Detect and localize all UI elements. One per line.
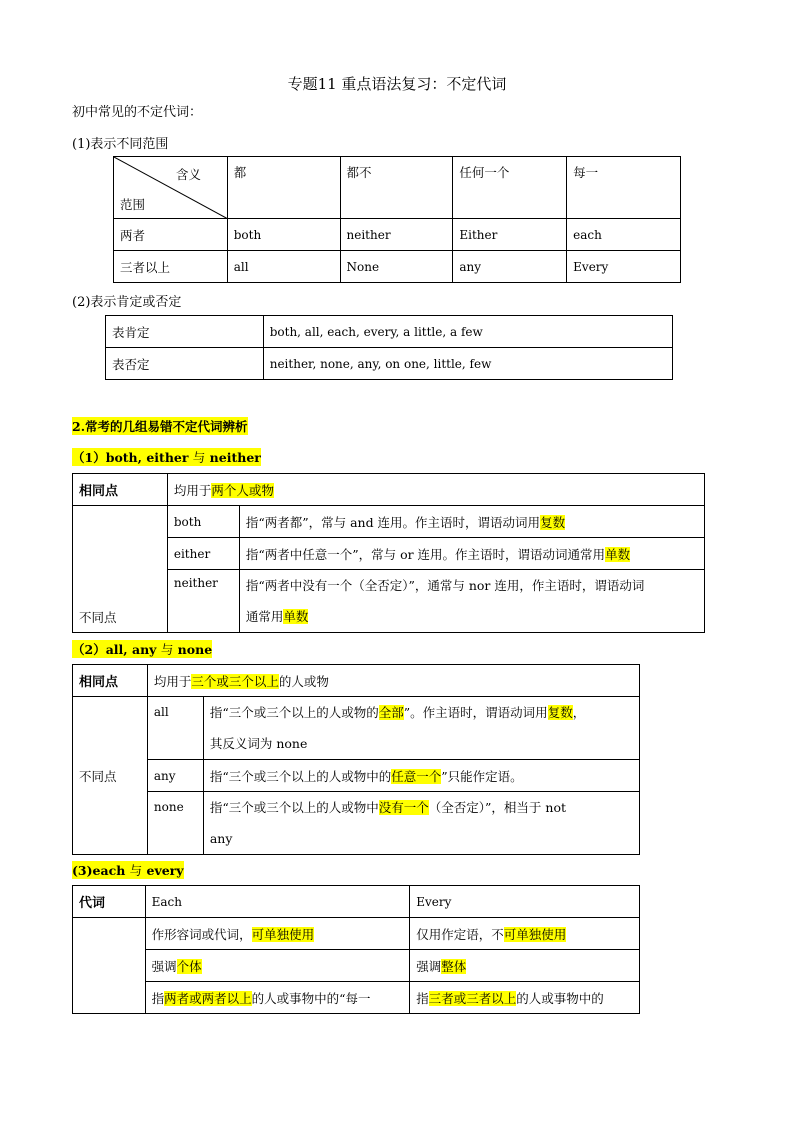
empty-cell — [73, 918, 146, 1014]
col-header: 代词 — [73, 886, 146, 918]
highlight-text: 没有一个 — [378, 800, 429, 815]
table-cell: neither — [340, 219, 453, 251]
col-header: Each — [145, 886, 410, 918]
highlight-text: 单数 — [605, 546, 631, 562]
word-cell: either — [167, 538, 239, 570]
text: 的人或事物中的“每一 — [251, 990, 371, 1006]
row-label: 两者 — [114, 219, 228, 251]
highlight-text: 整体 — [441, 958, 467, 974]
table-cell — [410, 982, 640, 1014]
corner-bottom-label: 范围 — [120, 197, 146, 212]
text: ”只能作定语。 — [441, 768, 523, 784]
highlight-text: 可单独使用 — [503, 926, 567, 942]
section-2-title: 2.常考的几组易错不定代词辨析 — [72, 419, 248, 434]
highlight-text: 复数 — [547, 705, 573, 720]
word-cell: both — [167, 506, 239, 538]
heading-part: 与 — [129, 863, 143, 878]
col-header: 每一 — [567, 157, 681, 219]
heading-part: neither — [205, 450, 261, 465]
text: 指“两者中没有一个（全否定）”，通常与 nor 连用，作主语时，谓语动词 — [245, 578, 645, 593]
word-cell: neither — [167, 570, 239, 633]
heading-part: 与 — [192, 450, 206, 465]
table-row — [114, 251, 681, 283]
text: 指 — [416, 990, 429, 1006]
text: 均用于 — [153, 673, 192, 689]
table-cell: both, all, each, every, a little, a few — [263, 316, 672, 348]
corner-top-label: 含义 — [176, 167, 202, 182]
table-cell — [239, 538, 704, 570]
table-cell: None — [340, 251, 453, 283]
scope-table — [113, 156, 681, 283]
polarity-table — [105, 315, 673, 380]
table-row — [106, 348, 673, 380]
table-cell — [203, 697, 639, 760]
table-cell — [145, 982, 410, 1014]
heading-part: (3)each — [72, 863, 130, 878]
highlight-text: 全部 — [378, 705, 404, 720]
all-any-none-table — [72, 664, 640, 855]
text: ”。作主语时，谓语动词用 — [403, 705, 548, 720]
each-every-table — [72, 885, 640, 1014]
table-cell — [145, 918, 410, 950]
section2-heading: (2)表示肯定或否定 — [72, 295, 182, 310]
heading-part: none — [173, 642, 213, 657]
text: 强调 — [151, 958, 177, 974]
col-header: 都不 — [340, 157, 453, 219]
heading-part: every — [142, 863, 184, 878]
page-title: 专题11 重点语法复习：不定代词 — [287, 75, 507, 93]
text: 指“两者中任意一个”，常与 or 连用。作主语时，谓语动词通常用 — [245, 546, 606, 562]
highlight-text: 两个人或物 — [211, 482, 274, 498]
table-row — [114, 219, 681, 251]
row-label: 相同点 — [73, 474, 168, 506]
text: 指“两者都”，常与 and 连用。作主语时，谓语动词用 — [245, 514, 541, 530]
table-cell: neither, none, any, on one, little, few — [263, 348, 672, 380]
table-cell — [410, 950, 640, 982]
row-label: 不同点 — [73, 506, 168, 633]
table-cell: all — [227, 251, 340, 283]
text: 指“三个或三个以上的人或物的 — [209, 705, 379, 720]
table-cell — [167, 474, 704, 506]
table-cell: each — [567, 219, 681, 251]
col-header: 都 — [227, 157, 340, 219]
table-cell — [203, 792, 639, 855]
table-row — [106, 316, 673, 348]
text: 的人或物 — [278, 673, 329, 689]
word-cell: none — [147, 792, 203, 855]
text: 指“三个或三个以上的人或物中 — [209, 800, 379, 815]
subsection-2-title — [72, 640, 212, 658]
text: ， — [572, 705, 586, 720]
highlight-text: 单数 — [283, 609, 309, 624]
table-cell: Either — [453, 219, 567, 251]
table-cell — [145, 950, 410, 982]
text: 指 — [151, 990, 165, 1006]
text: any — [209, 831, 233, 846]
highlight-text: 可单独使用 — [251, 926, 315, 942]
row-label: 表否定 — [106, 348, 264, 380]
word-cell: any — [147, 760, 203, 792]
table-cell — [239, 570, 704, 633]
highlight-text: 个体 — [176, 958, 202, 974]
row-label: 表肯定 — [106, 316, 264, 348]
text: 的人或事物中的 — [516, 990, 604, 1006]
table-cell — [410, 918, 640, 950]
text: 仅用作定语，不 — [416, 926, 504, 942]
highlight-text: 两者或两者以上 — [164, 990, 252, 1006]
heading-part: （1）both, either — [72, 450, 193, 465]
table-cell — [203, 760, 639, 792]
text: 强调 — [416, 958, 442, 974]
word-cell: all — [147, 697, 203, 760]
highlight-text: 复数 — [540, 514, 566, 530]
corner-cell — [114, 157, 228, 219]
section1-heading: (1)表示不同范围 — [72, 137, 169, 152]
highlight-text: 三者或三者以上 — [428, 990, 517, 1006]
row-label: 相同点 — [73, 665, 148, 697]
table-cell — [239, 506, 704, 538]
table-cell: any — [453, 251, 567, 283]
table-cell: Every — [567, 251, 681, 283]
row-label: 不同点 — [73, 697, 148, 855]
text: 指“三个或三个以上的人或物中的 — [209, 768, 392, 784]
col-header: 任何一个 — [453, 157, 567, 219]
subsection-3-title — [72, 861, 184, 879]
text: 均用于 — [173, 482, 212, 498]
table-cell — [147, 665, 639, 697]
text: （全否定）”，相当于 not — [428, 800, 566, 815]
col-header: Every — [410, 886, 640, 918]
text: 通常用 — [245, 609, 284, 624]
both-either-neither-table — [72, 473, 705, 633]
highlight-text: 任意一个 — [391, 768, 442, 784]
intro-text: 初中常见的不定代词： — [72, 105, 203, 120]
table-cell: both — [227, 219, 340, 251]
text: 作形容词或代词， — [151, 926, 252, 942]
row-label: 三者以上 — [114, 251, 228, 283]
heading-part: （2）all, any — [72, 642, 161, 657]
heading-part: 与 — [160, 642, 174, 657]
highlight-text: 三个或三个以上 — [191, 673, 279, 689]
text: 其反义词为 none — [209, 736, 308, 751]
subsection-1-title — [72, 448, 261, 466]
